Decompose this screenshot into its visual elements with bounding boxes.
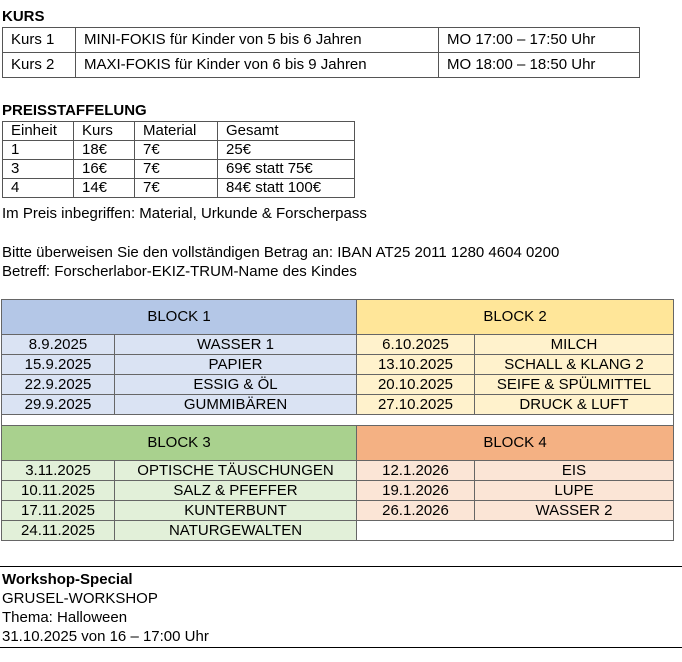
- empty-cell: [357, 521, 674, 541]
- block-3-header: BLOCK 3: [2, 426, 357, 461]
- table-cell: 25€: [218, 141, 355, 160]
- table-row: [2, 501, 674, 521]
- topic-cell: MILCH: [475, 335, 674, 355]
- table-row: [3, 28, 640, 53]
- kurs-description-cell: MAXI-FOKIS für Kinder von 6 bis 9 Jahren: [76, 53, 439, 78]
- table-cell: 84€ statt 100€: [218, 179, 355, 198]
- table-row: [2, 521, 674, 541]
- kurs-time-cell: MO 18:00 – 18:50 Uhr: [439, 53, 640, 78]
- date-cell: 19.1.2026: [357, 481, 475, 501]
- column-header: Gesamt: [218, 122, 355, 141]
- topic-cell: WASSER 2: [475, 501, 674, 521]
- topic-cell: ESSIG & ÖL: [115, 375, 357, 395]
- date-cell: 13.10.2025: [357, 355, 475, 375]
- date-cell: 15.9.2025: [2, 355, 115, 375]
- topic-cell: SCHALL & KLANG 2: [475, 355, 674, 375]
- table-cell: 69€ statt 75€: [218, 160, 355, 179]
- table-cell: 3: [3, 160, 74, 179]
- date-cell: 24.11.2025: [2, 521, 115, 541]
- topic-cell: NATURGEWALTEN: [115, 521, 357, 541]
- topic-cell: PAPIER: [115, 355, 357, 375]
- table-cell: 7€: [135, 141, 218, 160]
- table-row: [2, 461, 674, 481]
- date-cell: 6.10.2025: [357, 335, 475, 355]
- reference-note: Betreff: Forscherlabor-EKIZ-TRUM-Name des Kindes: [2, 263, 357, 280]
- date-cell: 10.11.2025: [2, 481, 115, 501]
- date-cell: 26.1.2026: [357, 501, 475, 521]
- date-cell: 12.1.2026: [357, 461, 475, 481]
- preis-table: [2, 121, 355, 198]
- table-row: [2, 335, 674, 355]
- topic-cell: WASSER 1: [115, 335, 357, 355]
- table-row: [3, 160, 355, 179]
- date-cell: 3.11.2025: [2, 461, 115, 481]
- kurs-time-cell: MO 17:00 – 17:50 Uhr: [439, 28, 640, 53]
- date-cell: 17.11.2025: [2, 501, 115, 521]
- table-row: [2, 395, 674, 415]
- date-cell: 8.9.2025: [2, 335, 115, 355]
- kurs-heading: KURS: [2, 8, 45, 25]
- workshop-heading: Workshop-Special: [2, 571, 133, 588]
- date-cell: 22.9.2025: [2, 375, 115, 395]
- column-header: Material: [135, 122, 218, 141]
- table-row: [2, 481, 674, 501]
- workshop-datetime: 31.10.2025 von 16 – 17:00 Uhr: [2, 628, 209, 645]
- block-schedule-table: [1, 299, 674, 541]
- table-row: [2, 355, 674, 375]
- table-row: [3, 141, 355, 160]
- topic-cell: KUNTERBUNT: [115, 501, 357, 521]
- column-header: Einheit: [3, 122, 74, 141]
- topic-cell: EIS: [475, 461, 674, 481]
- topic-cell: SALZ & PFEFFER: [115, 481, 357, 501]
- table-header-row: [3, 122, 355, 141]
- topic-cell: GUMMIBÄREN: [115, 395, 357, 415]
- date-cell: 27.10.2025: [357, 395, 475, 415]
- table-row: [2, 375, 674, 395]
- spacer-cell: [2, 415, 674, 426]
- block-4-header: BLOCK 4: [357, 426, 674, 461]
- table-cell: 14€: [74, 179, 135, 198]
- block-header-row: [2, 300, 674, 335]
- table-cell: 16€: [74, 160, 135, 179]
- workshop-name: GRUSEL-WORKSHOP: [2, 590, 158, 607]
- divider-top: [0, 566, 682, 567]
- table-cell: 4: [3, 179, 74, 198]
- workshop-theme: Thema: Halloween: [2, 609, 128, 626]
- spacer-row: [2, 415, 674, 426]
- kurs-name-cell: Kurs 1: [3, 28, 76, 53]
- divider-bottom: [0, 647, 682, 648]
- topic-cell: LUPE: [475, 481, 674, 501]
- topic-cell: OPTISCHE TÄUSCHUNGEN: [115, 461, 357, 481]
- date-cell: 29.9.2025: [2, 395, 115, 415]
- block-1-header: BLOCK 1: [2, 300, 357, 335]
- kurs-table: [2, 27, 640, 78]
- table-cell: 1: [3, 141, 74, 160]
- payment-note: Bitte überweisen Sie den vollständigen Betrag an: IBAN AT25 2011 1280 4604 0200: [2, 244, 560, 261]
- topic-cell: DRUCK & LUFT: [475, 395, 674, 415]
- column-header: Kurs: [74, 122, 135, 141]
- table-row: [3, 53, 640, 78]
- block-header-row: [2, 426, 674, 461]
- topic-cell: SEIFE & SPÜLMITTEL: [475, 375, 674, 395]
- block-2-header: BLOCK 2: [357, 300, 674, 335]
- table-cell: 18€: [74, 141, 135, 160]
- included-note: Im Preis inbegriffen: Material, Urkunde & Forscherpass: [2, 205, 367, 222]
- preis-heading: PREISSTAFFELUNG: [2, 102, 147, 119]
- kurs-description-cell: MINI-FOKIS für Kinder von 5 bis 6 Jahren: [76, 28, 439, 53]
- table-cell: 7€: [135, 179, 218, 198]
- date-cell: 20.10.2025: [357, 375, 475, 395]
- table-cell: 7€: [135, 160, 218, 179]
- kurs-name-cell: Kurs 2: [3, 53, 76, 78]
- table-row: [3, 179, 355, 198]
